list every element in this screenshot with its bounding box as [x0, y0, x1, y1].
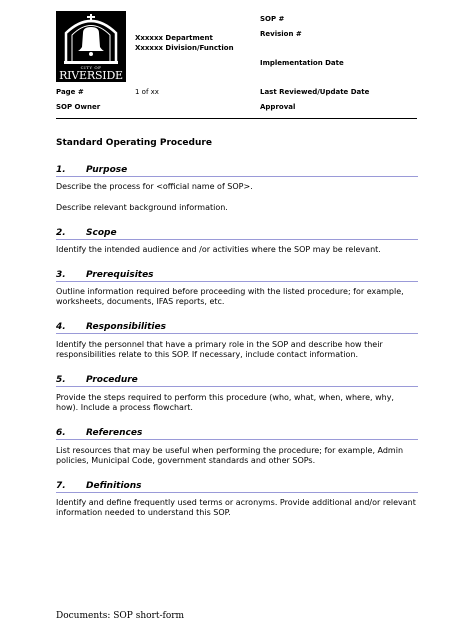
revision-label: Revision #	[260, 30, 302, 38]
section-title: Definitions	[86, 481, 142, 491]
section-heading-purpose	[56, 165, 418, 177]
approval-label: Approval	[260, 103, 296, 111]
sop-owner-label: SOP Owner	[56, 103, 101, 111]
section-text: Describe relevant background information.	[56, 203, 228, 212]
section-text: Provide the steps required to perform this procedure (who, what, when, where, why, how). Include a process flowchart.	[56, 393, 394, 412]
section-heading-references	[56, 428, 418, 440]
section-heading-scope	[56, 228, 418, 240]
header-divider	[56, 118, 417, 119]
bell-tower-icon	[56, 11, 126, 67]
section-title: Purpose	[86, 165, 128, 175]
page-footer: Documents: SOP short-form	[56, 611, 185, 621]
implementation-date-label: Implementation Date	[260, 59, 344, 67]
section-text: List resources that may be useful when performing the procedure; for example, Admin policies, Municipal Code, government standards and other SOPs.	[56, 446, 404, 465]
section-number: 3.	[56, 270, 66, 280]
section-heading-procedure	[56, 375, 418, 387]
sop-number-label: SOP #	[260, 15, 285, 23]
section-heading-definitions	[56, 481, 418, 493]
logo-name-text: RIVERSIDE	[59, 69, 123, 82]
section-text: Outline information required before proceeding with the listed procedure; for example, worksheets, documents, IFAS reports, etc.	[56, 287, 404, 306]
section-heading-responsibilities	[56, 322, 418, 334]
document-title: Standard Operating Procedure	[56, 138, 212, 148]
logo-city-text: CITY OF	[80, 65, 102, 70]
section-text: Identify the intended audience and /or activities where the SOP may be relevant.	[56, 245, 381, 254]
section-number: 6.	[56, 428, 66, 438]
page-value: 1 of xx	[135, 88, 159, 96]
section-text: Identify and define frequently used terms or acronyms. Provide additional and/or relevant information needed to understand this SOP.	[56, 498, 416, 517]
page-label: Page #	[56, 88, 84, 96]
section-number: 5.	[56, 375, 66, 385]
section-title: Responsibilities	[86, 322, 166, 332]
section-number: 2.	[56, 228, 66, 238]
section-number: 7.	[56, 481, 66, 491]
last-reviewed-label: Last Reviewed/Update Date	[260, 88, 370, 96]
section-title: References	[86, 428, 143, 438]
section-number: 4.	[56, 322, 66, 332]
city-logo	[56, 11, 126, 82]
section-title: Prerequisites	[86, 270, 154, 280]
section-heading-prerequisites	[56, 270, 418, 282]
department-name: Xxxxxx Department	[135, 34, 213, 42]
section-title: Procedure	[86, 375, 138, 385]
division-name: Xxxxxx Division/Function	[135, 44, 234, 52]
section-text: Identify the personnel that have a primary role in the SOP and describe how their responsibilities relate to this SOP. If necessary, include contact information.	[56, 340, 383, 359]
section-text: Describe the process for <official name of SOP>.	[56, 182, 253, 191]
section-number: 1.	[56, 165, 66, 175]
section-title: Scope	[86, 228, 117, 238]
